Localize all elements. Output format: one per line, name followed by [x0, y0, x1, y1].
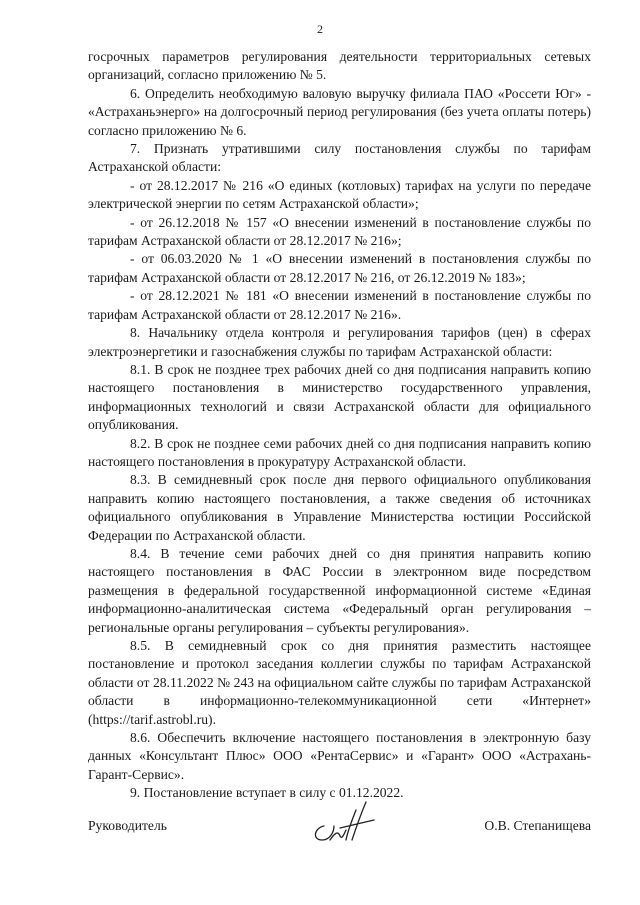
- paragraph-7: 7. Признать утратившими силу постановления службы по тарифам Астраханской области:: [88, 141, 591, 175]
- signatory-role: Руководитель: [88, 818, 167, 833]
- paragraph-8: 8. Начальнику отдела контроля и регулирования тарифов (цен) в сферах электроэнергетики и газоснабжения службы по тарифам Астраханской области:: [88, 325, 591, 359]
- paragraph-7-item-1: - от 28.12.2017 № 216 «О единых (котловых) тарифах на услуги по передаче электрической энергии по сетям Астраханской области»;: [88, 177, 591, 212]
- signature-block: [88, 818, 591, 858]
- paragraph-8-5: 8.5. В семидневный срок со дня принятия разместить настоящее постановление и протокол заседания коллегии службы по тарифам Астраханской области от 28.11.2022 № 243 на официальном сайте службы по тарифам Астраханской области в информационно-телекоммуникационной сети «Интернет» (https://tarif.astrobl.ru).: [88, 638, 591, 727]
- paragraph-continuation: госрочных параметров регулирования деятельности территориальных сетевых организаций, согласно приложению № 5.: [88, 49, 591, 83]
- page-number: 2: [317, 22, 323, 36]
- paragraph-8-3: 8.3. В семидневный срок после дня первого официального опубликования направить копию настоящего постановления, а также сведения об источниках официального опубликования в Управление Министерства юстиции Российской Федерации по Астраханской области.: [88, 472, 591, 543]
- signatory-name: О.В. Степанищева: [484, 818, 591, 833]
- paragraph-8-6: 8.6. Обеспечить включение настоящего постановления в электронную базу данных «Консультант Плюс» ООО «РентаСервис» и «Гарант» ООО «Астрахань-Гарант-Сервис».: [88, 730, 591, 782]
- paragraph-6: 6. Определить необходимую валовую выручку филиала ПАО «Россети Юг» - «Астраханьэнерго» на долгосрочный период регулирования (без учета оплаты потерь) согласно приложению № 6.: [88, 85, 591, 138]
- handwritten-signature-icon: [310, 796, 378, 848]
- paragraph-7-item-4: - от 28.12.2021 № 181 «О внесении изменений в постановление службы по тарифам Астраханской области от 28.12.2017 № 216».: [88, 288, 591, 322]
- paragraph-8-1: 8.1. В срок не позднее трех рабочих дней со дня подписания направить копию настоящего постановления в министерство государственного управления, информационных технологий и связи Астраханской области для официального опубликования.: [88, 361, 591, 433]
- paragraph-8-4: 8.4. В течение семи рабочих дней со дня принятия направить копию настоящего постановления в ФАС России в электронном виде посредством размещения в федеральной государственной информационной системе «Единая информационно-аналитическая система «Федеральный орган регулирования – региональные органы регулирования – субъекты регулирования».: [88, 545, 591, 635]
- paragraph-9: 9. Постановление вступает в силу с 01.12.2022.: [130, 785, 404, 801]
- paragraph-7-item-3: - от 06.03.2020 № 1 «О внесении изменений в постановления службы по тарифам Астраханской области от 28.12.2017 № 216, от 26.12.2019 № 183»;: [88, 251, 591, 285]
- document-body: [88, 48, 591, 803]
- paragraph-8-2: 8.2. В срок не позднее семи рабочих дней со дня подписания направить копию настоящего постановления в прокуратуру Астраханской области.: [88, 435, 591, 469]
- paragraph-7-item-2: - от 26.12.2018 № 157 «О внесении изменений в постановление службы по тарифам Астраханской области от 28.12.2017 № 216»;: [88, 214, 591, 249]
